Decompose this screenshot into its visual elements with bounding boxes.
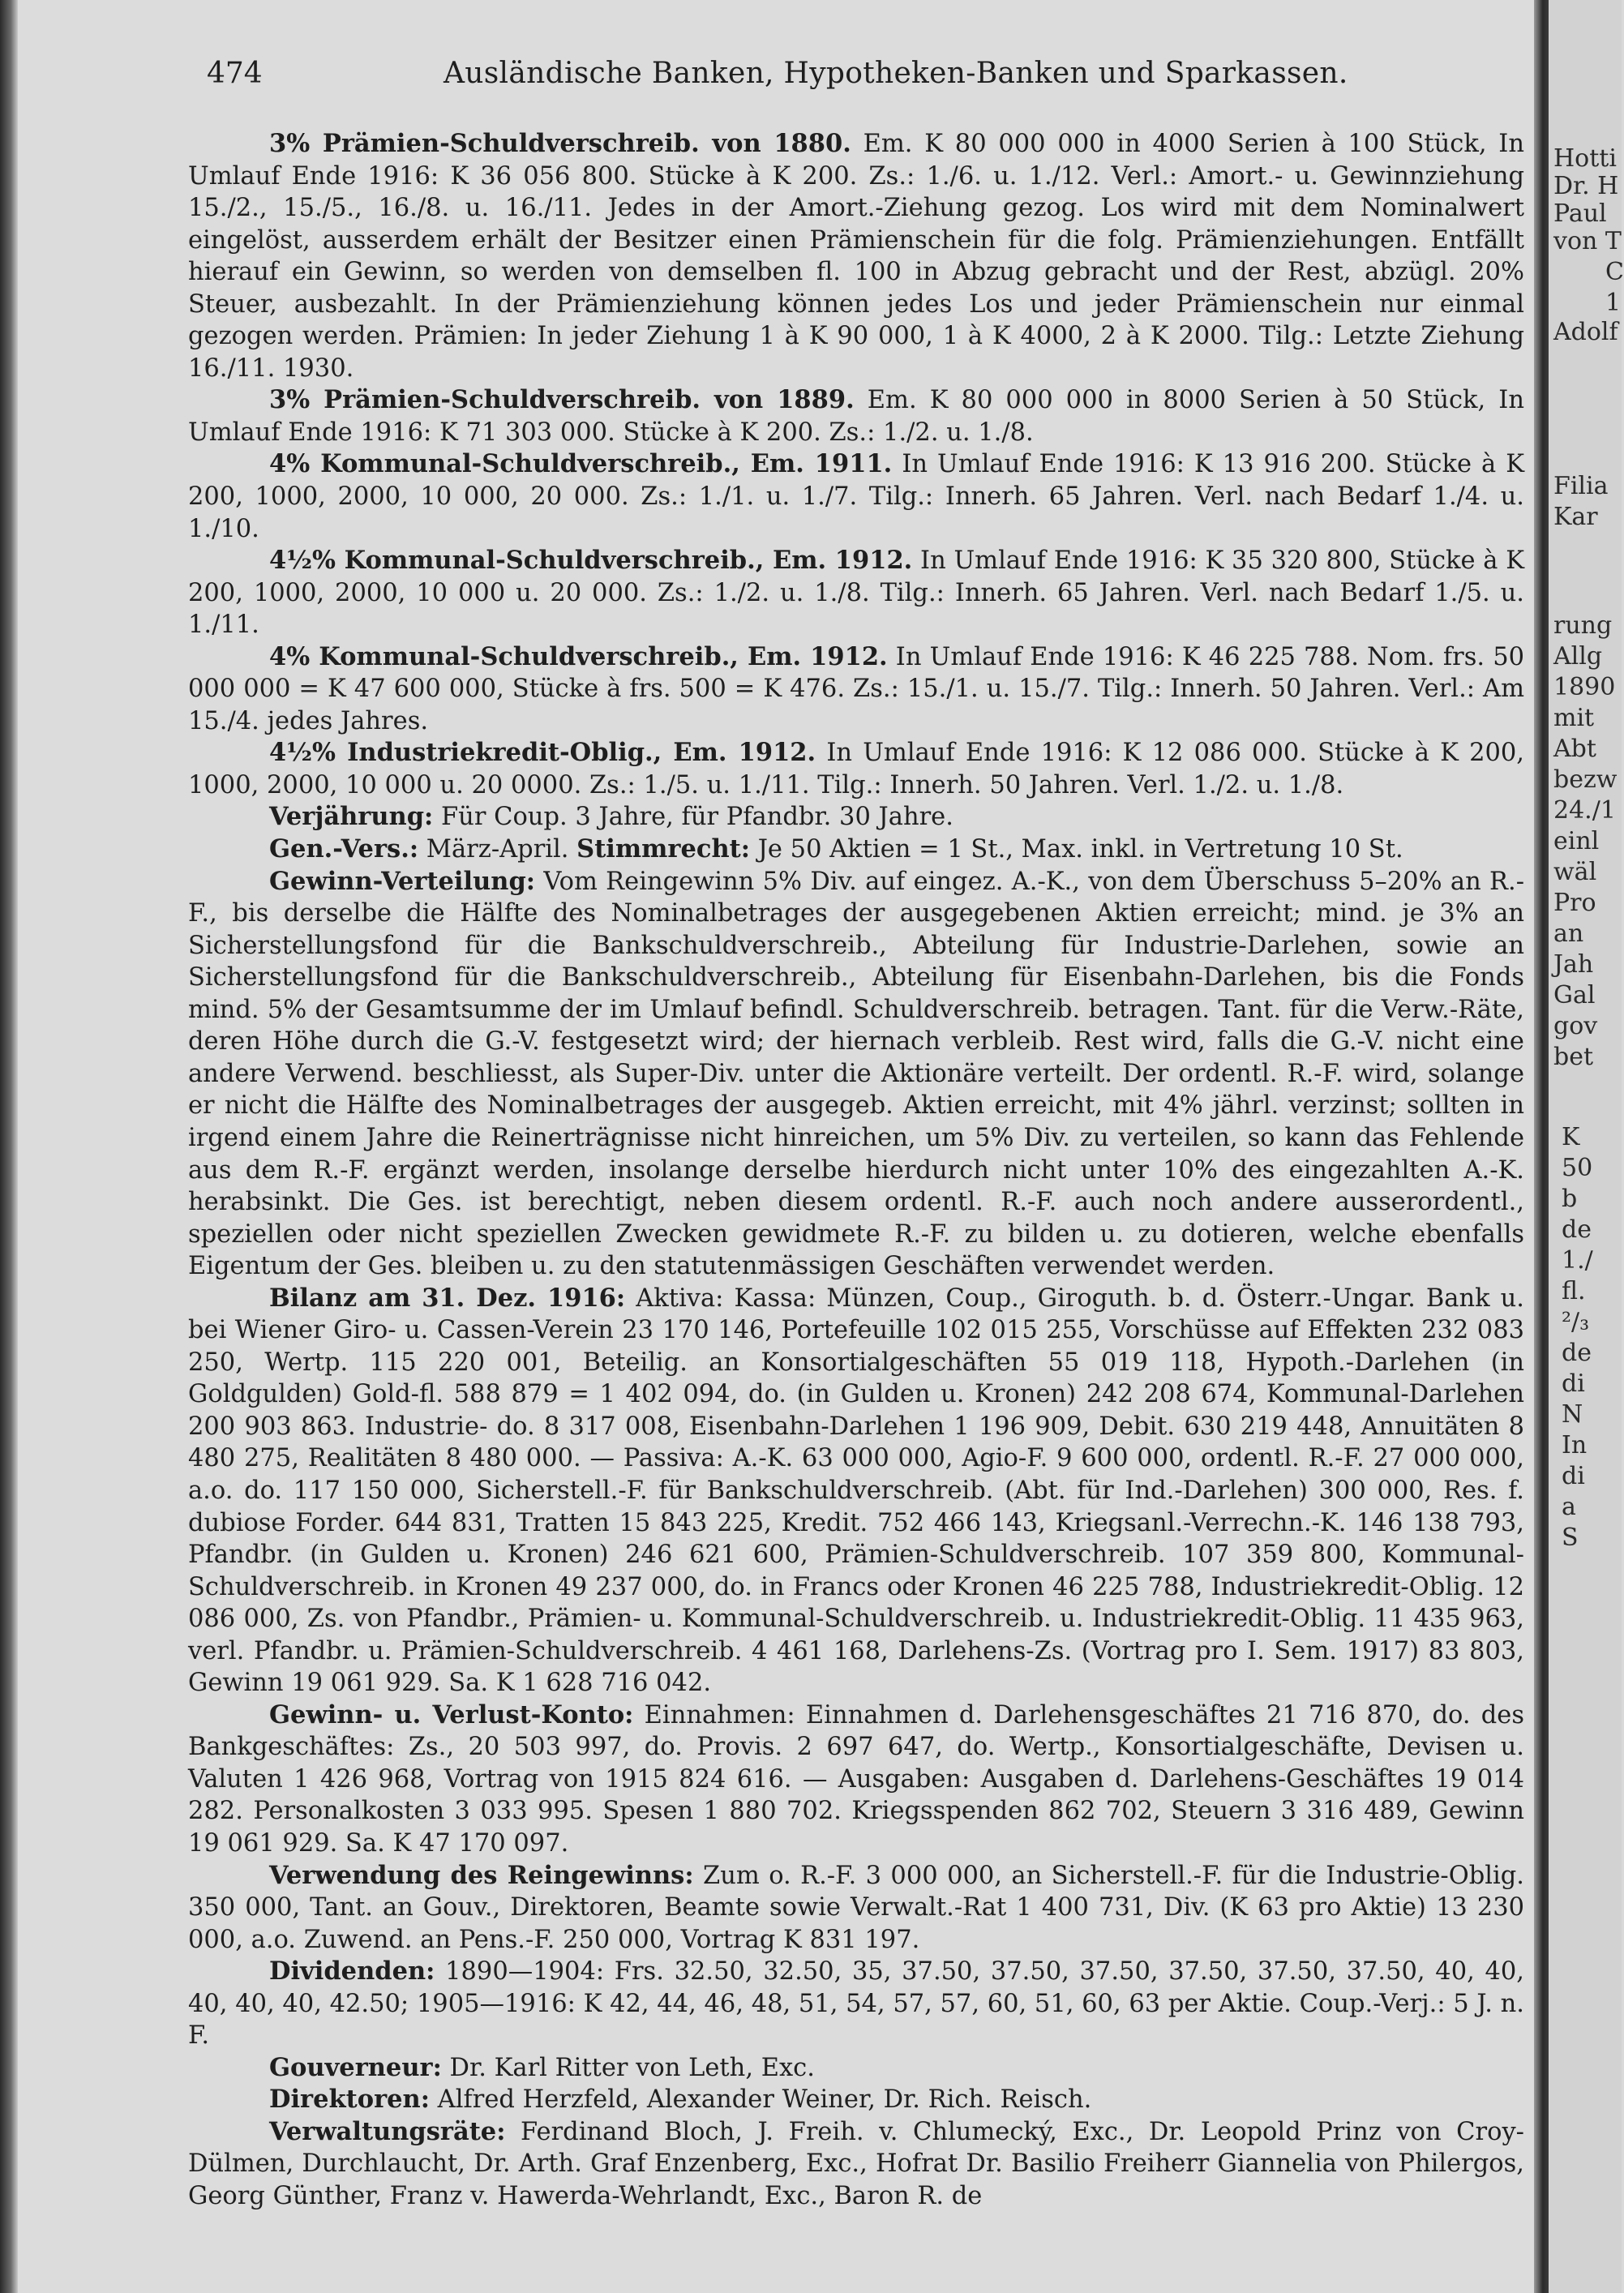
- right-fragment: 24./1: [1553, 796, 1616, 825]
- right-fragment: Hotti: [1553, 144, 1617, 173]
- right-fragment: 50: [1562, 1154, 1593, 1182]
- paragraph-dividenden: Dividenden: 1890—1904: Frs. 32.50, 32.50, 35, 37.50, 37.50, 37.50, 37.50, 37.50, 37.50, 40, 40, 40, 40, 40, 42.50; 1905—1916: K 42, 44, 46, 48, 51, 54, 57, 57, 60, 51, 60, 63 per Aktie. Coup.-Verj.: 5 J. n. F.: [188, 1957, 1524, 2051]
- right-fragment: N: [1562, 1400, 1583, 1429]
- right-fragment: Paul: [1553, 199, 1607, 228]
- paragraph-gewinn-verlust-konto: Gewinn- u. Verlust-Konto: Einnahmen: Einnahmen d. Darlehensgeschäftes 21 716 870, do. des Bankgeschäftes: Zs., 20 503 997, do. Provis. 2 697 647, do. Wertp., Konsortialgeschäfte, Devisen u. Valuten 1 426 968, Vortrag von 1915 824 616. — Ausgaben: Ausgaben d. Darlehens-Geschäftes 19 014 282. Personalkosten 3 033 995. Spesen 1 880 702. Kriegsspenden 862 702, Steuern 3 316 489, Gewinn 19 061 929. Sa. K 47 170 097.: [188, 1699, 1524, 1858]
- right-fragment: K: [1562, 1123, 1580, 1151]
- right-fragment: di: [1562, 1462, 1585, 1490]
- book-gutter: [1534, 0, 1549, 2293]
- paragraph-industriekredit-1912: 4½% Industriekredit-Oblig., Em. 1912. In Umlauf Ende 1916: K 12 086 000. Stücke à K 200, 1000, 2000, 10 000 u. 20 0000. Zs.: 1./5. u. 1./11. Tilg.: Innerh. 50 Jahren. Verl. 1./2. u. 1./8.: [188, 738, 1524, 799]
- right-fragment: fl.: [1562, 1277, 1586, 1305]
- page-body: [188, 128, 1524, 2213]
- right-fragment: C: [1605, 258, 1624, 286]
- paragraph-praemien-1889: 3% Prämien-Schuldverschreib. von 1889. Em. K 80 000 000 in 8000 Serien à 50 Stück, In Umlauf Ende 1916: K 71 303 000. Stücke à K 200. Zs.: 1./2. u. 1./8.: [188, 385, 1524, 447]
- right-fragment: 1./: [1562, 1246, 1593, 1275]
- right-fragment: de: [1562, 1339, 1592, 1367]
- paragraph-gouverneur: Gouverneur: Dr. Karl Ritter von Leth, Exc.: [269, 2052, 815, 2082]
- right-fragment: Gal: [1553, 981, 1596, 1009]
- page-number: 474: [207, 57, 263, 90]
- paragraph-kommunal-1911: 4% Kommunal-Schuldverschreib., Em. 1911. In Umlauf Ende 1916: K 13 916 200. Stücke à K 200, 1000, 2000, 10 000, 20 000. Zs.: 1./1. u. 1./7. Tilg.: Innerh. 65 Jahren. Verl. nach Bedarf 1./4. u. 1./10.: [188, 449, 1524, 543]
- right-fragment: bezw: [1553, 765, 1618, 794]
- page-edge-shadow: [0, 0, 18, 2293]
- page-title: Ausländische Banken, Hypotheken-Banken und Sparkassen.: [443, 57, 1348, 90]
- right-fragment: In: [1562, 1431, 1588, 1459]
- right-fragment: Pro: [1553, 889, 1596, 917]
- paragraph-praemien-1880: 3% Prämien-Schuldverschreib. von 1880. Em. K 80 000 000 in 4000 Serien à 100 Stück, In Umlauf Ende 1916: K 36 056 800. Stücke à K 200. Zs.: 1./6. u. 1./12. Verl.: Amort.- u. Gewinnziehung 15./2., 15./5., 16./8. u. 16./11. Jedes in der Amort.-Ziehung gezog. Los wird mit dem Nominalwert eingelöst, ausserdem erhält der Besitzer einen Prämienschein für die folg. Prämienziehungen. Entfällt hierauf ein Gewinn, so werden von demselben fl. 100 in Abzug gebracht und der Rest, abzügl. 20% Steuer, ausbezahlt. In der Prämienziehung können jedes Los und jeder Prämienschein nur einmal gezogen werden. Prämien: In jeder Ziehung 1 à K 90 000, 1 à K 4000, 2 à K 2000. Tilg.: Letzte Ziehung 16./11. 1930.: [188, 129, 1524, 383]
- right-fragment: von T: [1553, 227, 1622, 255]
- right-fragment: bet: [1553, 1043, 1594, 1071]
- running-header: [207, 57, 1536, 105]
- right-fragment: S: [1562, 1524, 1579, 1552]
- right-fragment: Filia: [1553, 472, 1609, 500]
- adjacent-page-fragment: [1549, 0, 1622, 2293]
- right-fragment: di: [1562, 1369, 1585, 1398]
- right-fragment: Abt: [1553, 735, 1596, 763]
- paragraph-gewinn-verteilung: Gewinn-Verteilung: Vom Reingewinn 5% Div. auf eingez. A.-K., von dem Überschuss 5–20% an R.-F., bis derselbe die Hälfte des Nominalbetrages der ausgegebenen Aktien erreicht; mind. je 3% an Sicherstellungsfond für die Bankschuldverschreib., Abteilung für Industrie-Darlehen, sowie an Sicherstellungsfond für die Bankschuldverschreib., Abteilung für Eisenbahn-Darlehen, bis die Fonds mind. 5% der Gesamtsumme der im Umlauf befindl. Schuldverschreib. betragen. Tant. für die Verw.-Räte, deren Höhe durch die G.-V. festgesetzt wird; der hiernach verbleib. Rest wird, falls die G.-V. nicht eine andere Verwend. beschliesst, als Super-Div. unter die Aktionäre verteilt. Der ordentl. R.-F. wird, solange er nicht die Hälfte des Nominalbetrages der ausgegeb. Aktien erreicht, mit 4% jährl. verzinst; sollten in irgend einem Jahre die Reinerträgnisse nicht hinreichen, um 5% Div. zu verteilen, so kann das Fehlende aus dem R.-F. ergänzt werden, insolange derselbe hierdurch nicht unter 10% des eingezahlten A.-K. herabsinkt. Die Ges. ist berechtigt, neben diesem ordentl. R.-F. auch noch andere ausserordentl., speziellen oder nicht speziellen Zwecken gewidmete R.-F. zu bilden u. zu dotieren, welche ebenfalls Eigentum der Ges. bleiben u. zu den statutenmässigen Geschäften verwendet werden.: [188, 866, 1524, 1281]
- paragraph-verwaltungsraete: Verwaltungsräte: Ferdinand Bloch, J. Freih. v. Chlumecký, Exc., Dr. Leopold Prinz von Croy-Dülmen, Durchlaucht, Dr. Arth. Graf Enzenberg, Exc., Hofrat Dr. Basilio Freiherr Giannelia von Philergos, Georg Günther, Franz v. Hawerda-Wehrlandt, Exc., Baron R. de: [188, 2116, 1524, 2210]
- right-fragment: 1: [1605, 289, 1622, 317]
- right-fragment: Adolf: [1553, 318, 1618, 346]
- right-fragment: Dr. H: [1553, 172, 1619, 200]
- paragraph-verjaehrung: Verjährung: Für Coup. 3 Jahre, für Pfandbr. 30 Jahre.: [269, 802, 953, 832]
- right-fragment: Kar: [1553, 503, 1598, 531]
- paragraph-direktoren: Direktoren: Alfred Herzfeld, Alexander Weiner, Dr. Rich. Reisch.: [269, 2085, 1092, 2115]
- right-fragment: b: [1562, 1185, 1578, 1213]
- right-fragment: rung: [1553, 611, 1613, 640]
- paragraph-kommunal-1912-b: 4% Kommunal-Schuldverschreib., Em. 1912. In Umlauf Ende 1916: K 46 225 788. Nom. frs. 50 000 000 = K 47 600 000, Stücke à frs. 500 = K 476. Zs.: 15./1. u. 15./7. Tilg.: Innerh. 50 Jahren. Verl.: Am 15./4. jedes Jahres.: [188, 641, 1524, 735]
- right-fragment: gov: [1553, 1012, 1598, 1040]
- right-fragment: einl: [1553, 827, 1600, 855]
- right-fragment: an: [1553, 919, 1584, 948]
- right-fragment: 1890: [1553, 673, 1616, 701]
- right-fragment: Allg: [1553, 642, 1603, 671]
- right-fragment: Jah: [1553, 950, 1594, 979]
- right-fragment: ²/₃: [1562, 1308, 1590, 1336]
- right-fragment: a: [1562, 1493, 1576, 1521]
- paragraph-verwendung-reingewinn: Verwendung des Reingewinns: Zum o. R.-F. 3 000 000, an Sicherstell.-F. für die Industrie-Oblig. 350 000, Tant. an Gouv., Direktoren, Beamte sowie Verwalt.-Rat 1 400 731, Div. (K 63 pro Aktie) 13 230 000, a.o. Zuwend. an Pens.-F. 250 000, Vortrag K 831 197.: [188, 1860, 1524, 1954]
- paragraph-kommunal-1912-a: 4½% Kommunal-Schuldverschreib., Em. 1912. In Umlauf Ende 1916: K 35 320 800, Stücke à K 200, 1000, 2000, 10 000 u. 20 000. Zs.: 1./2. u. 1./8. Tilg.: Innerh. 65 Jahren. Verl. nach Bedarf 1./5. u. 1./11.: [188, 546, 1525, 640]
- paragraph-gen-vers: Gen.-Vers.: März-April. Stimmrecht: Je 50 Aktien = 1 St., Max. inkl. in Vertretung 10 St.: [269, 834, 1403, 864]
- right-fragment: mit: [1553, 704, 1595, 732]
- right-fragment: wäl: [1553, 858, 1597, 886]
- paragraph-bilanz: Bilanz am 31. Dez. 1916: Aktiva: Kassa: Münzen, Coup., Giroguth. b. d. Österr.-Ungar. Bank u. bei Wiener Giro- u. Cassen-Verein 23 170 146, Portefeuille 102 015 255, Vorschüsse auf Effekten 232 083 250, Wertp. 115 220 001, Beteilig. an Konsortialgeschäften 55 019 118, Hypoth.-Darlehen (in Goldgulden) Gold-fl. 588 879 = 1 402 094, do. (in Gulden u. Kronen) 242 208 674, Kommunal-Darlehen 200 903 863. Industrie- do. 8 317 008, Eisenbahn-Darlehen 1 196 909, Debit. 630 219 448, Annuitäten 8 480 275, Realitäten 8 480 000. — Passiva: A.-K. 63 000 000, Agio-F. 9 600 000, ordentl. R.-F. 27 000 000, a.o. do. 117 150 000, Sicherstell.-F. für Bankschuldverschreib. (Abt. für Ind.-Darlehen) 300 000, Res. f. dubiose Forder. 644 831, Tratten 15 843 225, Kredit. 752 466 143, Kriegsanl.-Verrechn.-K. 146 138 793, Pfandbr. (in Gulden u. Kronen) 246 621 600, Prämien-Schuldverschreib. 107 359 800, Kommunal-Schuldverschreib. in Kronen 49 237 000, do. in Francs oder Kronen 46 225 788, Industriekredit-Oblig. 12 086 000, Zs. von Pfandbr., Prämien- u. Kommunal-Schuldverschreib. u. Industriekredit-Oblig. 11 435 963, verl. Pfandbr. u. Prämien-Schuldverschreib. 4 461 168, Darlehens-Zs. (Vortrag pro I. Sem. 1917) 83 803, Gewinn 19 061 929. Sa. K 1 628 716 042.: [188, 1283, 1524, 1698]
- right-fragment: de: [1562, 1215, 1592, 1244]
